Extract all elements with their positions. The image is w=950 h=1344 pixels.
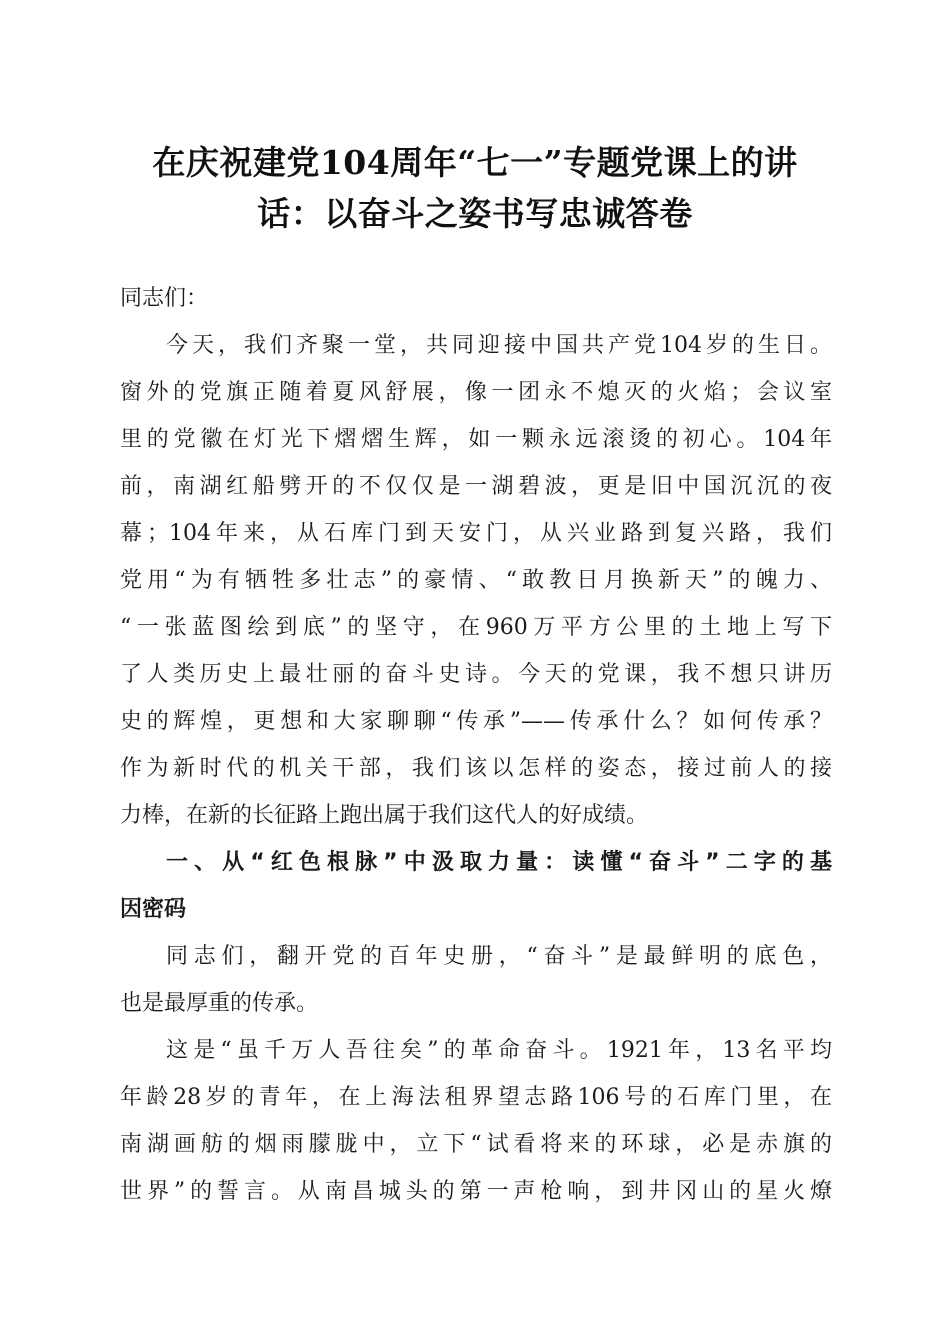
paragraph-line: 世界”的誓言。从南昌城头的第一声枪响，到井冈山的星火燎 [120,1179,832,1204]
salutation: 同志们： [120,286,209,311]
section-heading-line: 一、从“红色根脉”中汲取力量：读懂“奋斗”二字的基 [166,850,832,875]
title-line: 话：以奋斗之姿书写忠诚答卷 [257,194,693,233]
document-title [118,137,832,239]
paragraph-line: 年龄28岁的青年，在上海法租界望志路106号的石库门里，在 [120,1085,832,1110]
title-line: 在庆祝建党104周年“七一”专题党课上的讲 [152,143,798,182]
paragraph-line: 南湖画舫的烟雨朦胧中，立下“试看将来的环球，必是赤旗的 [120,1132,832,1157]
paragraph-line: 了人类历史上最壮丽的奋斗史诗。今天的党课，我不想只讲历 [120,662,832,687]
paragraph-line: 史的辉煌，更想和大家聊聊“传承”——传承什么？如何传承？ [120,709,832,734]
paragraph-line: 窗外的党旗正随着夏风舒展，像一团永不熄灭的火焰；会议室 [120,380,832,405]
paragraph-line: 作为新时代的机关干部，我们该以怎样的姿态，接过前人的接 [120,756,832,781]
paragraph-line: 也是最厚重的传承。 [120,991,319,1016]
paragraph-line: 党用“为有牺牲多壮志”的豪情、“敢教日月换新天”的魄力、 [120,568,832,593]
section-heading-line: 因密码 [120,897,187,922]
paragraph-line: 幕；104年来，从石库门到天安门，从兴业路到复兴路，我们 [120,521,832,546]
paragraph-line: 这是“虽千万人吾往矣”的革命奋斗。1921年，13名平均 [166,1038,832,1063]
paragraph-line: 今天，我们齐聚一堂，共同迎接中国共产党104岁的生日。 [166,333,832,358]
paragraph-line: 力棒，在新的长征路上跑出属于我们这代人的好成绩。 [120,803,649,828]
paragraph-line: “一张蓝图绘到底”的坚守，在960万平方公里的土地上写下 [120,615,832,640]
document-body [120,275,832,1215]
paragraph-line: 里的党徽在灯光下熠熠生辉，如一颗永远滚烫的初心。104年 [120,427,832,452]
paragraph-line: 前，南湖红船劈开的不仅仅是一湖碧波，更是旧中国沉沉的夜 [120,474,832,499]
paragraph-line: 同志们，翻开党的百年史册，“奋斗”是最鲜明的底色， [166,944,832,969]
